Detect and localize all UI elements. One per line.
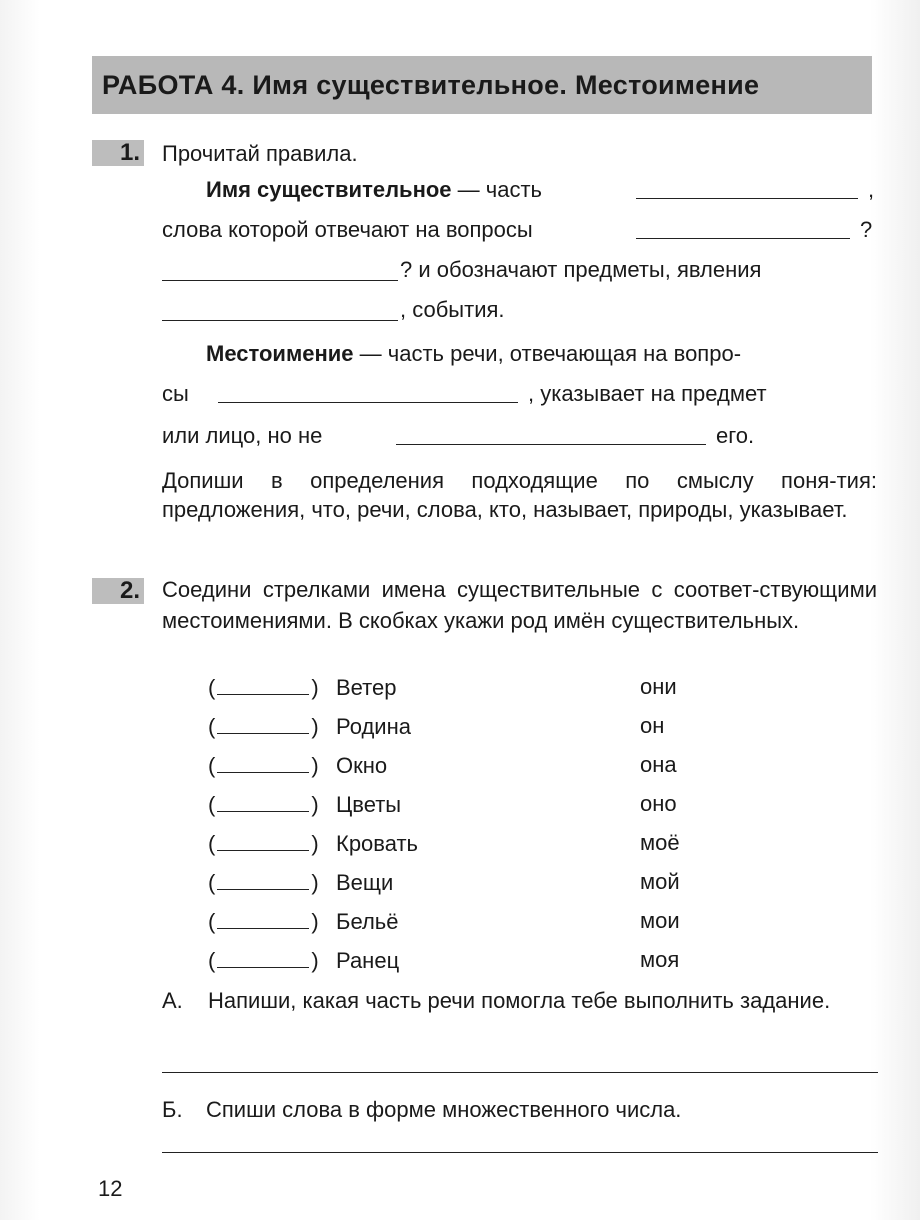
page-number: 12	[98, 1176, 123, 1201]
noun-word: Кровать	[336, 831, 419, 856]
answer-line-a[interactable]	[162, 1072, 878, 1073]
gender-blank[interactable]	[217, 912, 309, 929]
pronoun-blank-2[interactable]	[396, 426, 706, 445]
noun-row: ( ) Ветер	[208, 673, 319, 703]
pronoun-term: Местоимение	[206, 341, 354, 366]
noun-rule-line-1: Имя существительное — часть	[206, 177, 543, 202]
noun-blank-2[interactable]	[636, 220, 850, 239]
noun-row: ( ) Кровать	[208, 829, 319, 859]
gender-blank[interactable]	[217, 834, 309, 851]
noun-word: Цветы	[336, 792, 402, 817]
noun-row: ( ) Бельё	[208, 907, 319, 937]
question-a: А. Напиши, какая часть речи помогла тебе выполнить задание.	[162, 988, 831, 1013]
pronoun-rule-line-3: или лицо, но не	[162, 423, 323, 448]
pronoun-blank-1[interactable]	[218, 384, 518, 403]
noun-row: ( ) Родина	[208, 712, 319, 742]
noun-row: ( ) Вещи	[208, 868, 319, 898]
pronoun-word: моё	[640, 830, 680, 855]
noun-blank-4[interactable]	[162, 302, 398, 321]
noun-word: Ранец	[336, 948, 400, 973]
pronoun-word: она	[640, 752, 677, 777]
noun-word: Ветер	[336, 675, 397, 700]
task-1-instruction: Прочитай правила.	[162, 141, 358, 166]
answer-line-b[interactable]	[162, 1152, 878, 1153]
task-1-hint: Допиши в определения подходящие по смыслу поня-тия: предложения, что, речи, слова, кто, называет, природы, указывает.	[162, 468, 877, 522]
gender-blank[interactable]	[217, 795, 309, 812]
noun-row: ( ) Окно	[208, 751, 319, 781]
noun-term: Имя существительное	[206, 177, 452, 202]
task-1-number: 1.	[92, 140, 144, 166]
pronoun-word: оно	[640, 791, 677, 816]
noun-blank-1[interactable]	[636, 180, 858, 199]
workbook-page: РАБОТА 4. Имя существительное. Местоимение 1. Прочитай правила. Имя существительное — часть , слова которой отвечают на вопросы ? ? и обозначают предметы, явления , события. Местоимение — часть речи, отвечающая на вопро- сы , указывает на предмет или лицо, но не его. Допиши в определения подходящие по смыслу поня-тия: предложения, что, речи, слова, кто, называет, природы, указывает. 2. Соедини стрелками имена существительные с соответ-ствующими местоимениями. В скобках укажи род имён существительных. ( ) Ветер ( ) Родина ( ) Окно ( ) Цветы ( ) Кровать ( ) Вещи ( ) Бельё ( ) Ранец они он она оно моё мой мои моя А. Напиши, какая часть речи помогла тебе выполнить задание. Б. Спиши слова в форме множественного числа. 12	[0, 0, 920, 1220]
noun-word: Вещи	[336, 870, 394, 895]
pronoun-rule-line-1: Местоимение — часть речи, отвечающая на вопро-	[206, 341, 742, 366]
noun-rule-line-4: , события.	[400, 297, 505, 322]
noun-row: ( ) Ранец	[208, 946, 319, 976]
pronoun-rule-line-2: сы	[162, 381, 189, 406]
pronoun-word: моя	[640, 947, 680, 972]
gender-blank[interactable]	[217, 873, 309, 890]
noun-row: ( ) Цветы	[208, 790, 319, 820]
noun-word: Родина	[336, 714, 411, 739]
pronoun-word: мой	[640, 869, 680, 894]
noun-rule-line-3: ? и обозначают предметы, явления	[400, 257, 762, 282]
noun-blank-3[interactable]	[162, 262, 398, 281]
gender-blank[interactable]	[217, 717, 309, 734]
noun-word: Бельё	[336, 909, 399, 934]
task-2-instruction: Соедини стрелками имена существительные с соответ-ствующими местоимениями. В скобках укажи род имён существительных.	[162, 577, 877, 633]
gender-blank[interactable]	[217, 951, 309, 968]
noun-rule-line-2: слова которой отвечают на вопросы	[162, 217, 533, 242]
section-title: РАБОТА 4. Имя существительное. Местоимение	[102, 69, 760, 100]
pronoun-word: он	[640, 713, 665, 738]
gender-blank[interactable]	[217, 756, 309, 773]
gender-blank[interactable]	[217, 678, 309, 695]
noun-word: Окно	[336, 753, 388, 778]
pronoun-word: они	[640, 674, 677, 699]
question-b: Б. Спиши слова в форме множественного числа.	[162, 1097, 682, 1122]
task-2-number: 2.	[92, 578, 144, 604]
section-title-bar	[92, 56, 872, 114]
pronoun-word: мои	[640, 908, 680, 933]
